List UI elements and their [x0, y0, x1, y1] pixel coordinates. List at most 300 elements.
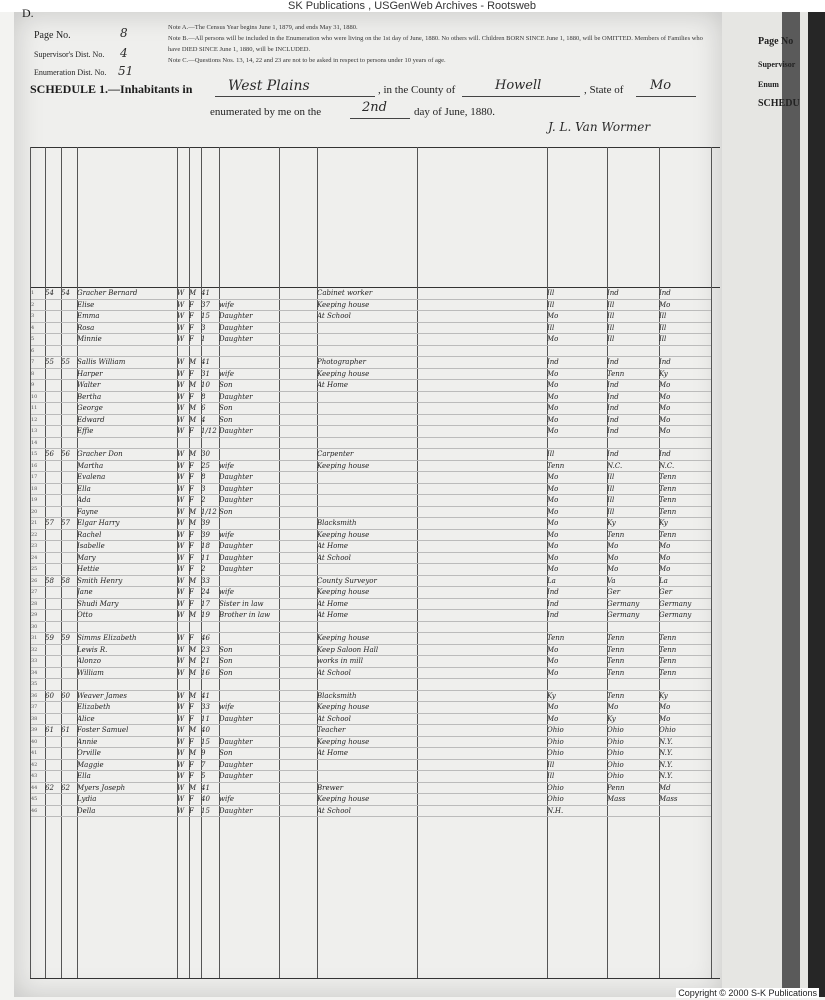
cell-relationship — [219, 725, 279, 737]
cell-race: W — [177, 529, 189, 541]
cell-name — [77, 679, 177, 691]
cell-relationship: Son — [219, 506, 279, 518]
cell-dwelling-number — [45, 426, 61, 438]
cell-family-number — [61, 322, 77, 334]
cell-father-birthplace: Ill — [607, 322, 659, 334]
cell-father-birthplace: Ger — [607, 587, 659, 599]
cell-name: Jane — [77, 587, 177, 599]
cell-sex: F — [189, 472, 201, 484]
cell-birthplace: Mo — [547, 506, 607, 518]
cell-race: W — [177, 575, 189, 587]
cell-family-number — [61, 759, 77, 771]
cell-race — [177, 437, 189, 449]
cell-family-number — [61, 368, 77, 380]
cell-family-number — [61, 311, 77, 323]
cell-health — [417, 518, 547, 530]
cell-civil-condition — [279, 299, 317, 311]
cell-name — [77, 621, 177, 633]
cell-relationship — [219, 633, 279, 645]
cell-dwelling-number: 56 — [45, 449, 61, 461]
cell-birthplace: Tenn — [547, 460, 607, 472]
cell-line-number: 43 — [31, 771, 45, 783]
cell-family-number — [61, 345, 77, 357]
cell-dwelling-number: 60 — [45, 690, 61, 702]
cell-civil-condition — [279, 725, 317, 737]
cell-mother-birthplace: Mo — [659, 426, 711, 438]
table-row — [31, 564, 711, 576]
cell-line-number: 5 — [31, 334, 45, 346]
cell-race: W — [177, 518, 189, 530]
cell-age: 23 — [201, 644, 219, 656]
cell-relationship: Daughter — [219, 805, 279, 817]
cell-race: W — [177, 506, 189, 518]
cell-name: Orville — [77, 748, 177, 760]
cell-dwelling-number — [45, 656, 61, 668]
cell-relationship: Daughter — [219, 564, 279, 576]
cell-name — [77, 437, 177, 449]
cell-health — [417, 644, 547, 656]
cell-age: 5 — [201, 771, 219, 783]
cell-health — [417, 690, 547, 702]
cell-birthplace: Mo — [547, 667, 607, 679]
cell-line-number: 30 — [31, 621, 45, 633]
cell-line-number: 19 — [31, 495, 45, 507]
table-row — [31, 679, 711, 691]
cell-birthplace: Mo — [547, 564, 607, 576]
cell-dwelling-number — [45, 472, 61, 484]
cell-age: 21 — [201, 656, 219, 668]
cell-name: Annie — [77, 736, 177, 748]
table-row — [31, 587, 711, 599]
cell-race: W — [177, 322, 189, 334]
table-row — [31, 460, 711, 472]
cell-civil-condition — [279, 322, 317, 334]
table-row — [31, 414, 711, 426]
cell-family-number — [61, 414, 77, 426]
cell-sex: F — [189, 541, 201, 553]
cell-relationship: wife — [219, 460, 279, 472]
cell-mother-birthplace: N.Y. — [659, 759, 711, 771]
cell-name: Maggie — [77, 759, 177, 771]
cell-relationship: wife — [219, 368, 279, 380]
note-b: Note B.—All persons will be included in the Enumeration who were living on the 1st day of June, 1880. No others will. Children BORN SINCE June 1, 1880, will be OMITTED. Members of Families who have DIED SINCE June 1, 1880, will be INCLUDED. — [168, 35, 703, 53]
cell-name: Isabelle — [77, 541, 177, 553]
cell-dwelling-number — [45, 437, 61, 449]
cell-age: 2 — [201, 495, 219, 507]
cell-occupation: Keeping house — [317, 736, 417, 748]
cell-civil-condition — [279, 414, 317, 426]
cell-age: 33 — [201, 575, 219, 587]
cell-name: Gracher Bernard — [77, 288, 177, 299]
cell-age: 9 — [201, 748, 219, 760]
cell-dwelling-number — [45, 736, 61, 748]
cell-age: 6 — [201, 403, 219, 415]
cell-family-number: 57 — [61, 518, 77, 530]
cell-sex: M — [189, 518, 201, 530]
cell-father-birthplace: Ind — [607, 357, 659, 369]
cell-dwelling-number — [45, 759, 61, 771]
cell-name: Ella — [77, 771, 177, 783]
cell-birthplace: Mo — [547, 713, 607, 725]
cell-father-birthplace: Mo — [607, 552, 659, 564]
cell-health — [417, 472, 547, 484]
cell-occupation: Keeping house — [317, 633, 417, 645]
cell-sex: M — [189, 403, 201, 415]
cell-family-number — [61, 748, 77, 760]
cell-birthplace: Ind — [547, 610, 607, 622]
cell-occupation: At Home — [317, 610, 417, 622]
cell-civil-condition — [279, 460, 317, 472]
cell-relationship — [219, 621, 279, 633]
cell-race: W — [177, 357, 189, 369]
cell-occupation: Cabinet worker — [317, 288, 417, 299]
cell-dwelling-number — [45, 587, 61, 599]
edge-page-label: Page No — [758, 36, 794, 47]
cell-occupation: At School — [317, 667, 417, 679]
cell-birthplace: Ky — [547, 690, 607, 702]
cell-name: Minnie — [77, 334, 177, 346]
enumeration-label: Enumeration Dist. No. — [34, 68, 107, 77]
cell-health — [417, 759, 547, 771]
cell-relationship: wife — [219, 587, 279, 599]
cell-family-number — [61, 472, 77, 484]
cell-relationship: Daughter — [219, 495, 279, 507]
cell-civil-condition — [279, 713, 317, 725]
cell-line-number: 34 — [31, 667, 45, 679]
table-row — [31, 748, 711, 760]
cell-health — [417, 495, 547, 507]
cell-name: Myers Joseph — [77, 782, 177, 794]
cell-father-birthplace: Ill — [607, 506, 659, 518]
cell-birthplace: Ohio — [547, 794, 607, 806]
cell-race: W — [177, 564, 189, 576]
cell-health — [417, 299, 547, 311]
cell-dwelling-number — [45, 644, 61, 656]
cell-age: 39 — [201, 518, 219, 530]
cell-age: 40 — [201, 794, 219, 806]
cell-dwelling-number — [45, 713, 61, 725]
cell-name: Smith Henry — [77, 575, 177, 587]
cell-race: W — [177, 771, 189, 783]
cell-race: W — [177, 414, 189, 426]
cell-relationship — [219, 345, 279, 357]
cell-occupation — [317, 334, 417, 346]
cell-mother-birthplace — [659, 805, 711, 817]
state-value: Mo — [650, 78, 672, 93]
cell-sex: F — [189, 805, 201, 817]
cell-relationship: Son — [219, 380, 279, 392]
cell-relationship: Sister in law — [219, 598, 279, 610]
cell-sex: F — [189, 460, 201, 472]
cell-age: 3 — [201, 483, 219, 495]
cell-race: W — [177, 794, 189, 806]
cell-dwelling-number — [45, 414, 61, 426]
cell-relationship: Daughter — [219, 311, 279, 323]
cell-age: 39 — [201, 529, 219, 541]
cell-father-birthplace: Mo — [607, 564, 659, 576]
cell-birthplace: Mo — [547, 368, 607, 380]
cell-mother-birthplace: N.Y. — [659, 771, 711, 783]
cell-age — [201, 679, 219, 691]
cell-family-number — [61, 541, 77, 553]
cell-civil-condition — [279, 564, 317, 576]
cell-relationship: Son — [219, 748, 279, 760]
cell-name: Mary — [77, 552, 177, 564]
cell-health — [417, 414, 547, 426]
cell-family-number — [61, 656, 77, 668]
cell-birthplace: Ohio — [547, 748, 607, 760]
cell-birthplace: Mo — [547, 702, 607, 714]
cell-sex: F — [189, 771, 201, 783]
cell-sex: F — [189, 426, 201, 438]
cell-health — [417, 506, 547, 518]
cell-father-birthplace: Va — [607, 575, 659, 587]
cell-line-number: 40 — [31, 736, 45, 748]
cell-birthplace: Ill — [547, 449, 607, 461]
cell-sex: M — [189, 656, 201, 668]
cell-line-number: 46 — [31, 805, 45, 817]
cell-name: Fayne — [77, 506, 177, 518]
cell-mother-birthplace: Ky — [659, 690, 711, 702]
cell-birthplace — [547, 345, 607, 357]
cell-relationship: Daughter — [219, 552, 279, 564]
cell-civil-condition — [279, 506, 317, 518]
cell-dwelling-number — [45, 610, 61, 622]
cell-dwelling-number: 61 — [45, 725, 61, 737]
table-row — [31, 725, 711, 737]
cell-relationship: wife — [219, 702, 279, 714]
cell-mother-birthplace: N.Y. — [659, 748, 711, 760]
cell-father-birthplace — [607, 437, 659, 449]
cell-sex: F — [189, 598, 201, 610]
cell-birthplace: Ind — [547, 587, 607, 599]
cell-name: Lewis R. — [77, 644, 177, 656]
cell-health — [417, 621, 547, 633]
cell-sex: F — [189, 483, 201, 495]
cell-occupation: Keeping house — [317, 368, 417, 380]
cell-family-number: 58 — [61, 575, 77, 587]
cell-sex: F — [189, 736, 201, 748]
cell-name: Rachel — [77, 529, 177, 541]
place-value: West Plains — [228, 78, 310, 94]
cell-occupation — [317, 391, 417, 403]
cell-civil-condition — [279, 518, 317, 530]
cell-relationship: Daughter — [219, 472, 279, 484]
table-row — [31, 380, 711, 392]
state-underline — [636, 96, 696, 97]
cell-relationship — [219, 288, 279, 299]
cell-age: 11 — [201, 713, 219, 725]
cell-relationship: Brother in law — [219, 610, 279, 622]
cell-dwelling-number — [45, 403, 61, 415]
table-row — [31, 667, 711, 679]
cell-health — [417, 610, 547, 622]
cell-line-number: 6 — [31, 345, 45, 357]
table-row — [31, 345, 711, 357]
cell-dwelling-number — [45, 460, 61, 472]
cell-family-number — [61, 460, 77, 472]
cell-occupation — [317, 483, 417, 495]
cell-occupation: At Home — [317, 748, 417, 760]
cell-line-number: 39 — [31, 725, 45, 737]
header-top-rule — [30, 147, 720, 148]
schedule-title: SCHEDULE 1.—Inhabitants in — [30, 82, 193, 96]
cell-sex: F — [189, 299, 201, 311]
cell-line-number: 20 — [31, 506, 45, 518]
cell-sex: M — [189, 782, 201, 794]
cell-age: 1/12 — [201, 506, 219, 518]
cell-civil-condition — [279, 702, 317, 714]
table-row — [31, 403, 711, 415]
page-no-label: Page No. — [34, 30, 71, 41]
cell-line-number: 8 — [31, 368, 45, 380]
cell-mother-birthplace: Ind — [659, 449, 711, 461]
cell-mother-birthplace — [659, 345, 711, 357]
cell-dwelling-number — [45, 334, 61, 346]
cell-civil-condition — [279, 794, 317, 806]
cell-relationship — [219, 782, 279, 794]
cell-father-birthplace: Ind — [607, 288, 659, 299]
cell-father-birthplace: Ill — [607, 483, 659, 495]
cell-line-number: 28 — [31, 598, 45, 610]
cell-mother-birthplace: Md — [659, 782, 711, 794]
cell-line-number: 26 — [31, 575, 45, 587]
table-row — [31, 759, 711, 771]
cell-birthplace: Mo — [547, 483, 607, 495]
cell-family-number — [61, 598, 77, 610]
cell-occupation: County Surveyor — [317, 575, 417, 587]
table-row — [31, 541, 711, 553]
cell-father-birthplace: Ill — [607, 299, 659, 311]
cell-age: 8 — [201, 391, 219, 403]
cell-mother-birthplace: Tenn — [659, 644, 711, 656]
cell-age: 46 — [201, 633, 219, 645]
cell-birthplace: Mo — [547, 656, 607, 668]
cell-race: W — [177, 368, 189, 380]
cell-sex: M — [189, 748, 201, 760]
cell-mother-birthplace: Ind — [659, 357, 711, 369]
cell-civil-condition — [279, 311, 317, 323]
cell-line-number: 11 — [31, 403, 45, 415]
cell-family-number: 60 — [61, 690, 77, 702]
cell-sex — [189, 437, 201, 449]
cell-line-number: 32 — [31, 644, 45, 656]
cell-health — [417, 748, 547, 760]
cell-line-number: 22 — [31, 529, 45, 541]
cell-occupation — [317, 437, 417, 449]
cell-race — [177, 345, 189, 357]
cell-sex: M — [189, 610, 201, 622]
table-row — [31, 437, 711, 449]
supervisor-value: 4 — [120, 46, 128, 60]
cell-line-number: 15 — [31, 449, 45, 461]
cell-race — [177, 679, 189, 691]
cell-mother-birthplace: Tenn — [659, 495, 711, 507]
cell-race: W — [177, 426, 189, 438]
cell-race: W — [177, 702, 189, 714]
cell-line-number: 23 — [31, 541, 45, 553]
cell-family-number: 54 — [61, 288, 77, 299]
table-row — [31, 552, 711, 564]
cell-civil-condition — [279, 495, 317, 507]
table-row — [31, 299, 711, 311]
cell-health — [417, 541, 547, 553]
cell-civil-condition — [279, 771, 317, 783]
cell-occupation — [317, 759, 417, 771]
cell-health — [417, 598, 547, 610]
cell-family-number — [61, 621, 77, 633]
cell-birthplace: Mo — [547, 391, 607, 403]
table-row — [31, 713, 711, 725]
cell-father-birthplace: Ind — [607, 380, 659, 392]
cell-name: George — [77, 403, 177, 415]
cell-line-number: 41 — [31, 748, 45, 760]
cell-father-birthplace: Ind — [607, 391, 659, 403]
cell-sex: F — [189, 713, 201, 725]
cell-age — [201, 621, 219, 633]
table-row — [31, 575, 711, 587]
cell-relationship: Daughter — [219, 771, 279, 783]
cell-sex: M — [189, 690, 201, 702]
cell-relationship: wife — [219, 529, 279, 541]
table-row — [31, 644, 711, 656]
cell-civil-condition — [279, 541, 317, 553]
cell-birthplace: N.H. — [547, 805, 607, 817]
cell-civil-condition — [279, 288, 317, 299]
cell-birthplace: Mo — [547, 311, 607, 323]
cell-family-number — [61, 644, 77, 656]
cell-family-number — [61, 299, 77, 311]
cell-dwelling-number — [45, 391, 61, 403]
cell-line-number: 9 — [31, 380, 45, 392]
cell-line-number: 16 — [31, 460, 45, 472]
cell-mother-birthplace: Mo — [659, 702, 711, 714]
cell-mother-birthplace: Germany — [659, 610, 711, 622]
cell-relationship — [219, 437, 279, 449]
cell-dwelling-number — [45, 380, 61, 392]
table-row — [31, 771, 711, 783]
cell-sex: M — [189, 380, 201, 392]
cell-age: 37 — [201, 299, 219, 311]
cell-mother-birthplace: Tenn — [659, 656, 711, 668]
cell-civil-condition — [279, 621, 317, 633]
cell-civil-condition — [279, 587, 317, 599]
cell-race: W — [177, 495, 189, 507]
cell-father-birthplace: Mo — [607, 541, 659, 553]
cell-occupation — [317, 472, 417, 484]
cell-family-number — [61, 529, 77, 541]
cell-line-number: 13 — [31, 426, 45, 438]
cell-father-birthplace — [607, 679, 659, 691]
enumeration-value: 51 — [118, 64, 134, 78]
cell-relationship: Daughter — [219, 426, 279, 438]
cell-age: 17 — [201, 598, 219, 610]
cell-mother-birthplace: La — [659, 575, 711, 587]
cell-father-birthplace: Ill — [607, 334, 659, 346]
cell-line-number: 38 — [31, 713, 45, 725]
cell-occupation: Keeping house — [317, 587, 417, 599]
table-row — [31, 426, 711, 438]
cell-name: Gracher Don — [77, 449, 177, 461]
cell-name: Della — [77, 805, 177, 817]
column-rule — [711, 147, 712, 978]
cell-race: W — [177, 805, 189, 817]
cell-age: 18 — [201, 541, 219, 553]
table-row — [31, 690, 711, 702]
cell-relationship: Son — [219, 403, 279, 415]
cell-age: 40 — [201, 725, 219, 737]
cell-name: Elise — [77, 299, 177, 311]
